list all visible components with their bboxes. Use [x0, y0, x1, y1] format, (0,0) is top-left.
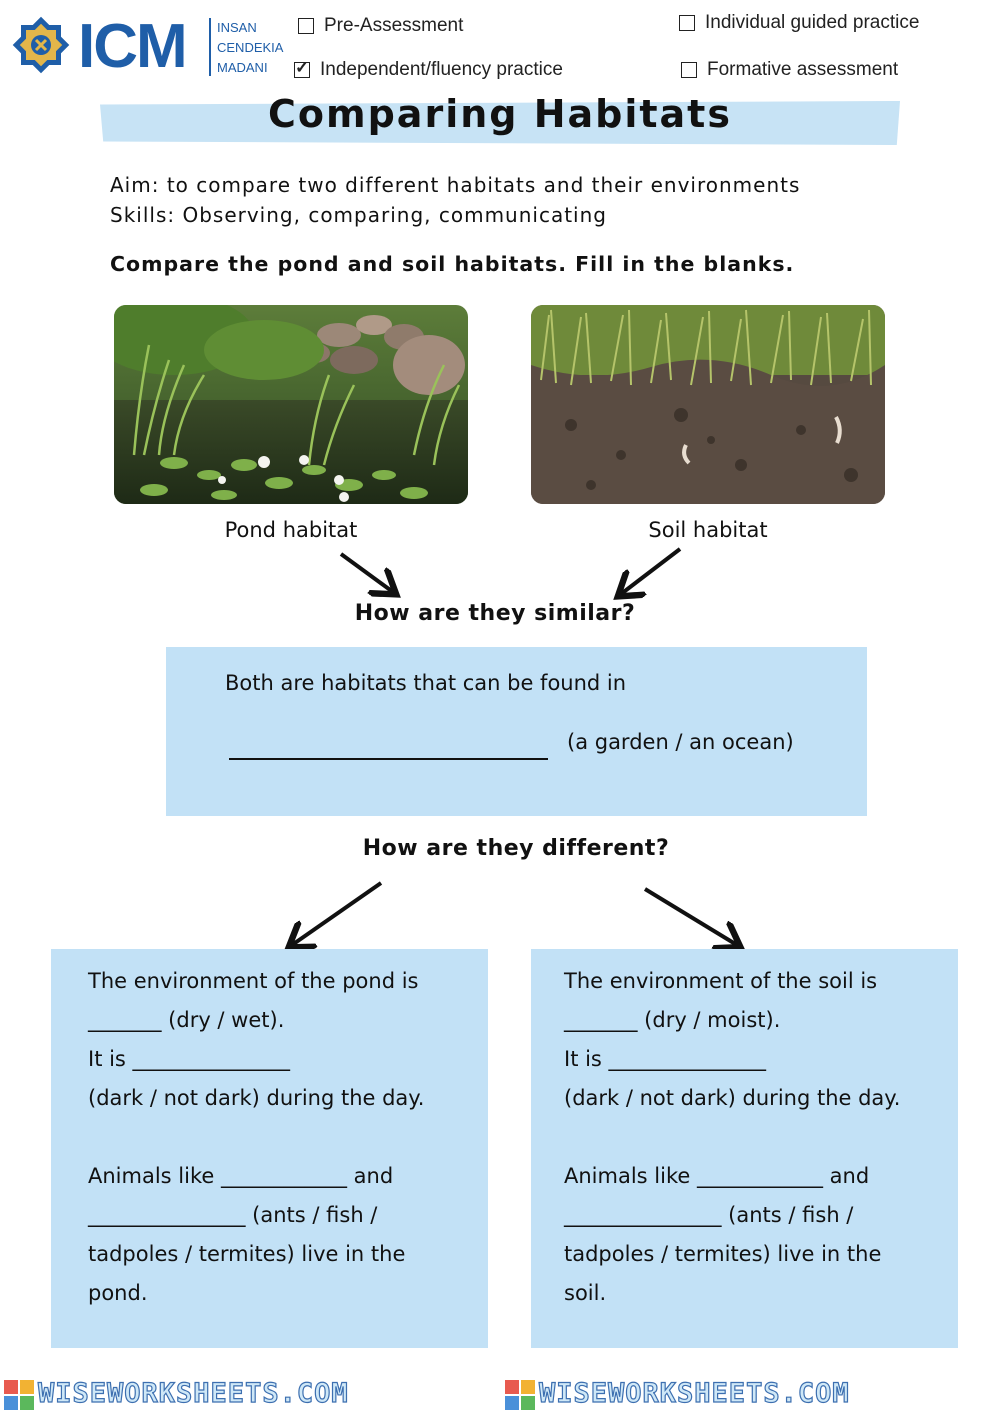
arrow-to-pond-panel	[292, 883, 381, 945]
arrow-to-soil-panel	[645, 889, 737, 945]
pond-line: The environment of the pond is	[88, 969, 419, 993]
school-logo	[12, 12, 282, 82]
check-independent-practice[interactable]	[294, 59, 563, 81]
different-question: How are they different?	[362, 836, 670, 861]
instruction-text: Compare the pond and soil habitats. Fill in the blanks.	[110, 252, 795, 276]
pond-panel-text[interactable]	[88, 962, 424, 1313]
soil-line: _______ (dry / moist).	[564, 1008, 781, 1032]
similar-sentence: Both are habitats that can be found in	[225, 671, 627, 695]
pond-caption: Pond habitat	[224, 518, 358, 542]
pond-panel	[51, 949, 488, 1348]
logo-sub-line: INSAN	[217, 20, 257, 35]
soil-line: soil.	[564, 1281, 607, 1305]
soil-line: _______________ (ants / fish /	[564, 1203, 854, 1227]
check-label: Formative assessment	[707, 59, 899, 80]
soil-line: tadpoles / termites) live in the	[564, 1242, 882, 1266]
check-label: Independent/fluency practice	[320, 59, 563, 80]
similar-answer-blank[interactable]	[229, 758, 548, 760]
check-label: Pre-Assessment	[324, 15, 464, 36]
soil-line	[564, 1118, 900, 1157]
checkbox-icon[interactable]	[681, 62, 697, 78]
check-guided-practice[interactable]	[679, 12, 919, 34]
wise-logo-icon	[4, 1380, 34, 1410]
checkbox-icon[interactable]	[298, 18, 314, 34]
check-label: Individual guided practice	[705, 12, 920, 33]
soil-photo	[531, 305, 885, 504]
soil-line: The environment of the soil is	[564, 969, 878, 993]
page-title: Comparing Habitats	[268, 92, 732, 136]
pond-line: _______________ (ants / fish /	[88, 1203, 378, 1227]
footer-watermark: WISEWORKSHEETS.COM	[38, 1378, 349, 1409]
soil-line: (dark / not dark) during the day.	[564, 1086, 901, 1110]
logo-text: ICM	[78, 12, 186, 81]
pond-photo	[114, 305, 468, 504]
similar-panel	[166, 647, 867, 816]
emblem-icon	[12, 16, 70, 74]
footer-watermark: WISEWORKSHEETS.COM	[539, 1378, 850, 1409]
pond-line: It is _______________	[88, 1047, 291, 1071]
logo-subtitle	[217, 18, 283, 78]
pond-line: _______ (dry / wet).	[88, 1008, 285, 1032]
pond-image	[114, 305, 468, 504]
soil-panel-text[interactable]	[564, 962, 900, 1313]
arrow-pond-to-similar	[341, 554, 393, 592]
check-pre-assessment[interactable]	[298, 15, 463, 37]
soil-line: It is _______________	[564, 1047, 767, 1071]
soil-line: Animals like ____________ and	[564, 1164, 870, 1188]
logo-divider	[209, 18, 211, 76]
pond-line: pond.	[88, 1281, 148, 1305]
aim-text: Aim: to compare two different habitats and their environments	[110, 173, 801, 197]
checked-checkbox-icon[interactable]	[294, 62, 310, 78]
soil-image	[531, 305, 885, 504]
soil-caption: Soil habitat	[648, 518, 768, 542]
check-formative-assessment[interactable]	[681, 59, 898, 81]
soil-panel	[531, 949, 958, 1348]
arrow-soil-to-similar	[621, 549, 680, 594]
skills-text: Skills: Observing, comparing, communicating	[110, 203, 607, 227]
logo-sub-line: MADANI	[217, 60, 268, 75]
logo-sub-line: CENDEKIA	[217, 40, 284, 55]
similar-options: (a garden / an ocean)	[567, 730, 794, 754]
wise-logo-icon	[505, 1380, 535, 1410]
checkbox-icon[interactable]	[679, 15, 695, 31]
similar-question: How are they similar?	[354, 601, 636, 626]
pond-line: Animals like ____________ and	[88, 1164, 394, 1188]
pond-line	[88, 1118, 424, 1157]
pond-line: tadpoles / termites) live in the	[88, 1242, 406, 1266]
pond-line: (dark / not dark) during the day.	[88, 1086, 425, 1110]
